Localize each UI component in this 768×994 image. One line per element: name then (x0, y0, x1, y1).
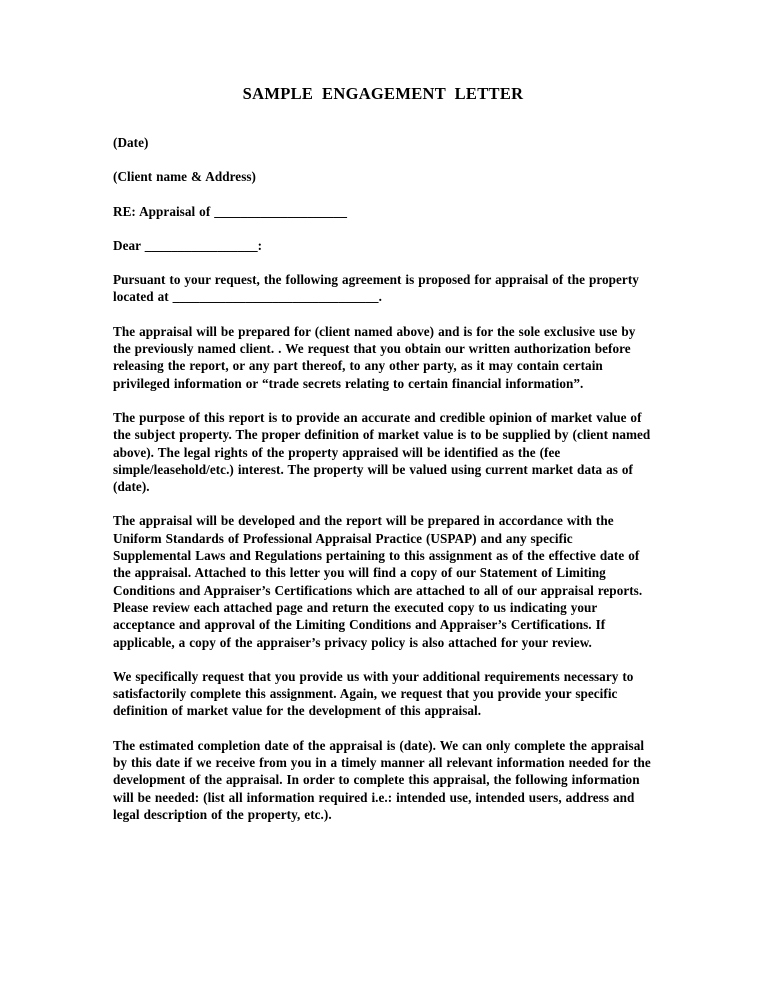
paragraph-specific-request: We specifically request that you provide us with your additional requirements necessary to satisfactorily complete this assignment. Again, we request that you provide your specific definition of market value for the development of this appraisal. (113, 668, 634, 719)
letter-body (113, 84, 653, 823)
paragraph-pursuant: Pursuant to your request, the following agreement is proposed for appraisal of the property located at _______________________________. (113, 272, 639, 305)
paragraph-purpose: The purpose of this report is to provide an accurate and credible opinion of market value of the subject property. The proper definition of market value is to be supplied by (client named above). The legal rights of the property appraised will be identified as the (fee simple/leasehold/etc.) interest. The property will be valued using current market data as of (date). (113, 409, 651, 495)
salutation-line: Dear _________________: (113, 237, 263, 253)
page-title: SAMPLE ENGAGEMENT LETTER (242, 84, 524, 103)
client-name-address-placeholder: (Client name & Address) (113, 169, 257, 185)
re-line: RE: Appraisal of ____________________ (113, 203, 348, 219)
paragraph-uspap: The appraisal will be developed and the report will be prepared in accordance with the Uniform Standards of Professional Appraisal Practice (USPAP) and any specific Supplemental Laws and Regulations pertaining to this assignment as of the effective date of the appraisal. Attached to this letter you will find a copy of our Statement of Limiting Conditions and Appraiser’s Certifications which are attached to all of our appraisal reports. Please review each attached page and return the executed copy to us indicating your acceptance and approval of the Limiting Conditions and Appraiser’s Certifications. If applicable, a copy of the appraiser’s privacy policy is also attached for your review. (113, 513, 643, 650)
date-placeholder: (Date) (113, 135, 149, 150)
paragraph-completion-date: The estimated completion date of the appraisal is (date). We can only complete the appraisal by this date if we receive from you in a timely manner all relevant information needed for the development of the appraisal. In order to complete this appraisal, the following information will be needed: (list all information required i.e.: intended use, intended users, address and legal description of the property, etc.). (113, 737, 651, 822)
paragraph-prepared-for: The appraisal will be prepared for (client named above) and is for the sole exclusive use by the previously named client. . We request that you obtain our written authorization before releasing the report, or any part thereof, to any other party, as it may contain certain privileged information or “trade secrets relating to certain financial information”. (113, 323, 636, 391)
